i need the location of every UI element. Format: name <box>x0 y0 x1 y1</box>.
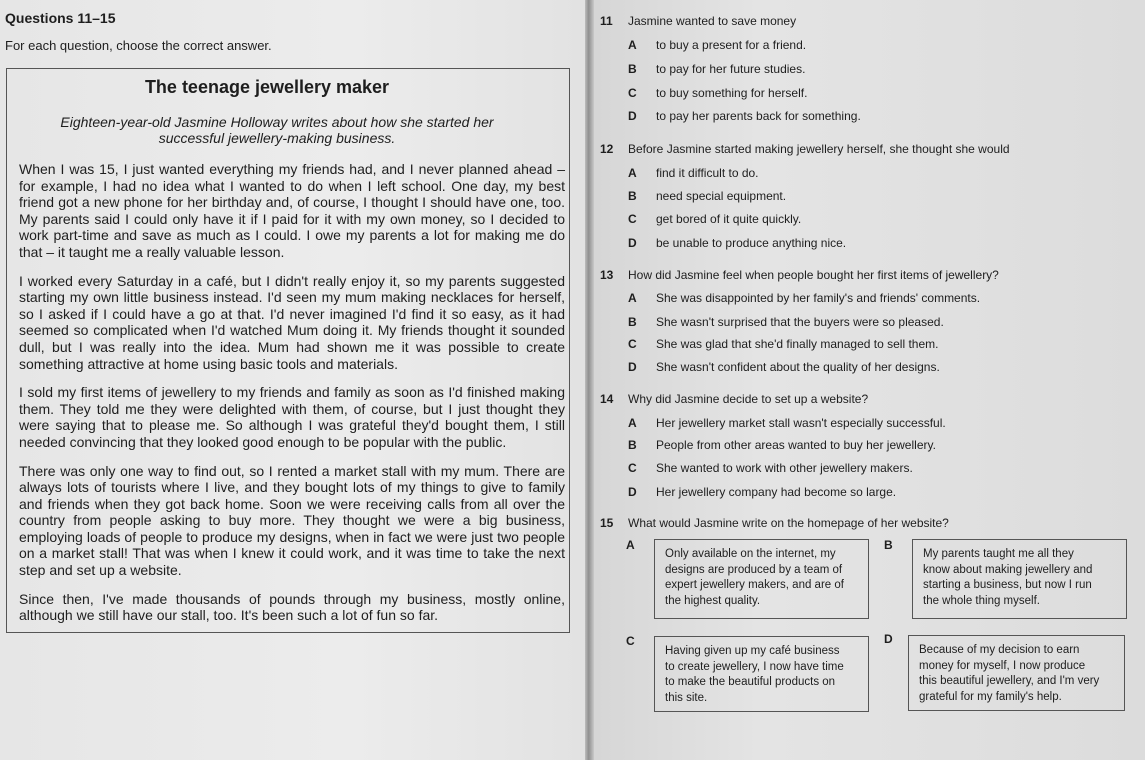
article-title: The teenage jewellery maker <box>144 77 390 97</box>
option-text: She wasn't surprised that the buyers were so pleased. <box>656 315 944 329</box>
option-text: to buy something for herself. <box>656 86 808 100</box>
box-letter-b: B <box>884 538 893 552</box>
option-letter: D <box>628 485 637 499</box>
box-letter-c: C <box>626 634 635 648</box>
article-paragraph: I worked every Saturday in a café, but I didn't really enjoy it, so my parents suggested starting my own little business instead. I'd seen my mum making necklaces for herself, so I asked if I could have a go at that. I'd never imagined I'd find it so easy, as it had seemed so complicated when I'd watched Mum doing it. My friends thought it sounded dull, but I was really into the idea. Mum had shown me it was possible to create something attractive at home using basic tools and materials. <box>19 272 565 372</box>
question-number: 12 <box>600 142 614 156</box>
option-letter: C <box>628 86 637 100</box>
box-line: the highest quality. <box>665 594 761 607</box>
box-letter-a: A <box>626 538 635 552</box>
option-letter: D <box>628 109 637 123</box>
article-paragraph: When I was 15, I just wanted everything my friends had, and I never planned ahead – for example, I had no idea what I wanted to do when I left school. One day, my best friend got a new phone for her birthday and, of course, I thought I should have one, too. My parents said I could only have it if I paid for it with my own money, so I decided to work part-time and save as much as I could. I owe my parents a lot for making me do that – it taught me a really valuable lesson. <box>19 161 565 260</box>
option-text: get bored of it quite quickly. <box>656 212 802 226</box>
box-line: know about making jewellery and <box>923 563 1093 576</box>
option-text: She was glad that she'd finally managed to sell them. <box>656 337 939 351</box>
option-letter: B <box>628 62 637 76</box>
option-letter: A <box>628 166 637 180</box>
option-text: She wanted to work with other jewellery makers. <box>656 461 913 475</box>
question-text: Jasmine wanted to save money <box>628 14 797 28</box>
option-text: find it difficult to do. <box>656 166 759 180</box>
box-line: My parents taught me all they <box>923 548 1074 560</box>
question-number: 13 <box>600 268 614 282</box>
answer-box-c[interactable] <box>654 636 869 712</box>
option-letter: B <box>628 438 637 452</box>
question-text: Before Jasmine started making jewellery herself, she thought she would <box>628 142 1010 156</box>
article-paragraph: Since then, I've made thousands of pounds through my business, mostly online, although we still have our stall, too. It's been such a lot of fun so far. <box>19 590 565 624</box>
box-letter-d: D <box>884 632 893 646</box>
option-letter: C <box>628 461 637 475</box>
box-line: expert jewellery makers, and are of <box>665 579 844 591</box>
article-paragraph: There was only one way to find out, so I rented a market stall with my mum. There are always lots of tourists where I live, and they bought lots of my things to give to family and friends when they got back home. Soon we were receiving calls from all over the country from people asking to buy more. They thought we were a big business, employing loads of people to produce my designs, when in fact we were just two people on a market stall! That was when I knew it could work, and it was time to take the next step and set up a website. <box>19 462 565 579</box>
box-line: Having given up my café business <box>665 645 840 657</box>
box-line: to create jewellery, I now have time <box>665 660 844 673</box>
page-gutter <box>585 0 594 760</box>
box-line: this site. <box>665 691 708 704</box>
box-line: Only available on the internet, my <box>665 548 836 560</box>
answer-box-d[interactable] <box>908 635 1125 711</box>
instruction-text: For each question, choose the correct answer. <box>5 38 272 53</box>
question-text: How did Jasmine feel when people bought her first items of jewellery? <box>628 268 999 282</box>
option-letter: B <box>628 189 637 203</box>
option-letter: A <box>628 291 637 305</box>
article-body <box>19 161 565 636</box>
box-line: money for myself, I now produce <box>919 659 1086 672</box>
option-letter: C <box>628 337 637 351</box>
option-letter: C <box>628 212 637 226</box>
box-line: Because of my decision to earn <box>919 644 1080 656</box>
question-number: 11 <box>600 14 613 28</box>
box-line: grateful for my family's help. <box>919 690 1062 703</box>
option-text: She wasn't confident about the quality of her designs. <box>656 360 940 374</box>
question-number: 15 <box>600 516 614 530</box>
box-line: the whole thing myself. <box>923 594 1040 607</box>
option-text: Her jewellery market stall wasn't especially successful. <box>656 416 946 430</box>
box-line: starting a business, but now I run <box>923 579 1092 591</box>
option-letter: D <box>628 360 637 374</box>
answer-box-b[interactable] <box>912 539 1127 619</box>
article-paragraph: I sold my first items of jewellery to my friends and family as soon as I'd finished making them. They told me they were delighted with them, of course, but I just thought they were saying that to please me. So although I was grateful they'd bought them, I still needed convincing that they looked good enough to be popular with the public. <box>19 384 565 450</box>
answer-box-a[interactable] <box>654 539 869 619</box>
box-line: to make the beautiful products on <box>665 676 836 688</box>
question-number: 14 <box>600 392 614 406</box>
option-text: to pay for her future studies. <box>656 62 806 76</box>
box-line: designs are produced by a team of <box>665 563 843 576</box>
option-text: to buy a present for a friend. <box>656 38 807 52</box>
article-intro: Eighteen-year-old Jasmine Holloway writes about how she started her successful jewellery-making business. <box>60 114 494 146</box>
article-box <box>6 68 570 633</box>
option-text: She was disappointed by her family's and friends' comments. <box>656 291 981 305</box>
option-text: to pay her parents back for something. <box>656 109 861 123</box>
questions-heading: Questions 11–15 <box>5 10 116 26</box>
question-text: Why did Jasmine decide to set up a website? <box>628 392 869 406</box>
option-text: Her jewellery company had become so large. <box>656 485 897 499</box>
option-text: People from other areas wanted to buy her jewellery. <box>656 438 936 452</box>
option-text: be unable to produce anything nice. <box>656 236 847 250</box>
option-letter: B <box>628 315 637 329</box>
box-line: this beautiful jewellery, and I'm very <box>919 675 1100 687</box>
option-letter: A <box>628 38 637 52</box>
option-letter: A <box>628 416 637 430</box>
question-text: What would Jasmine write on the homepage of her website? <box>628 516 949 530</box>
option-text: need special equipment. <box>656 189 787 203</box>
option-letter: D <box>628 236 637 250</box>
